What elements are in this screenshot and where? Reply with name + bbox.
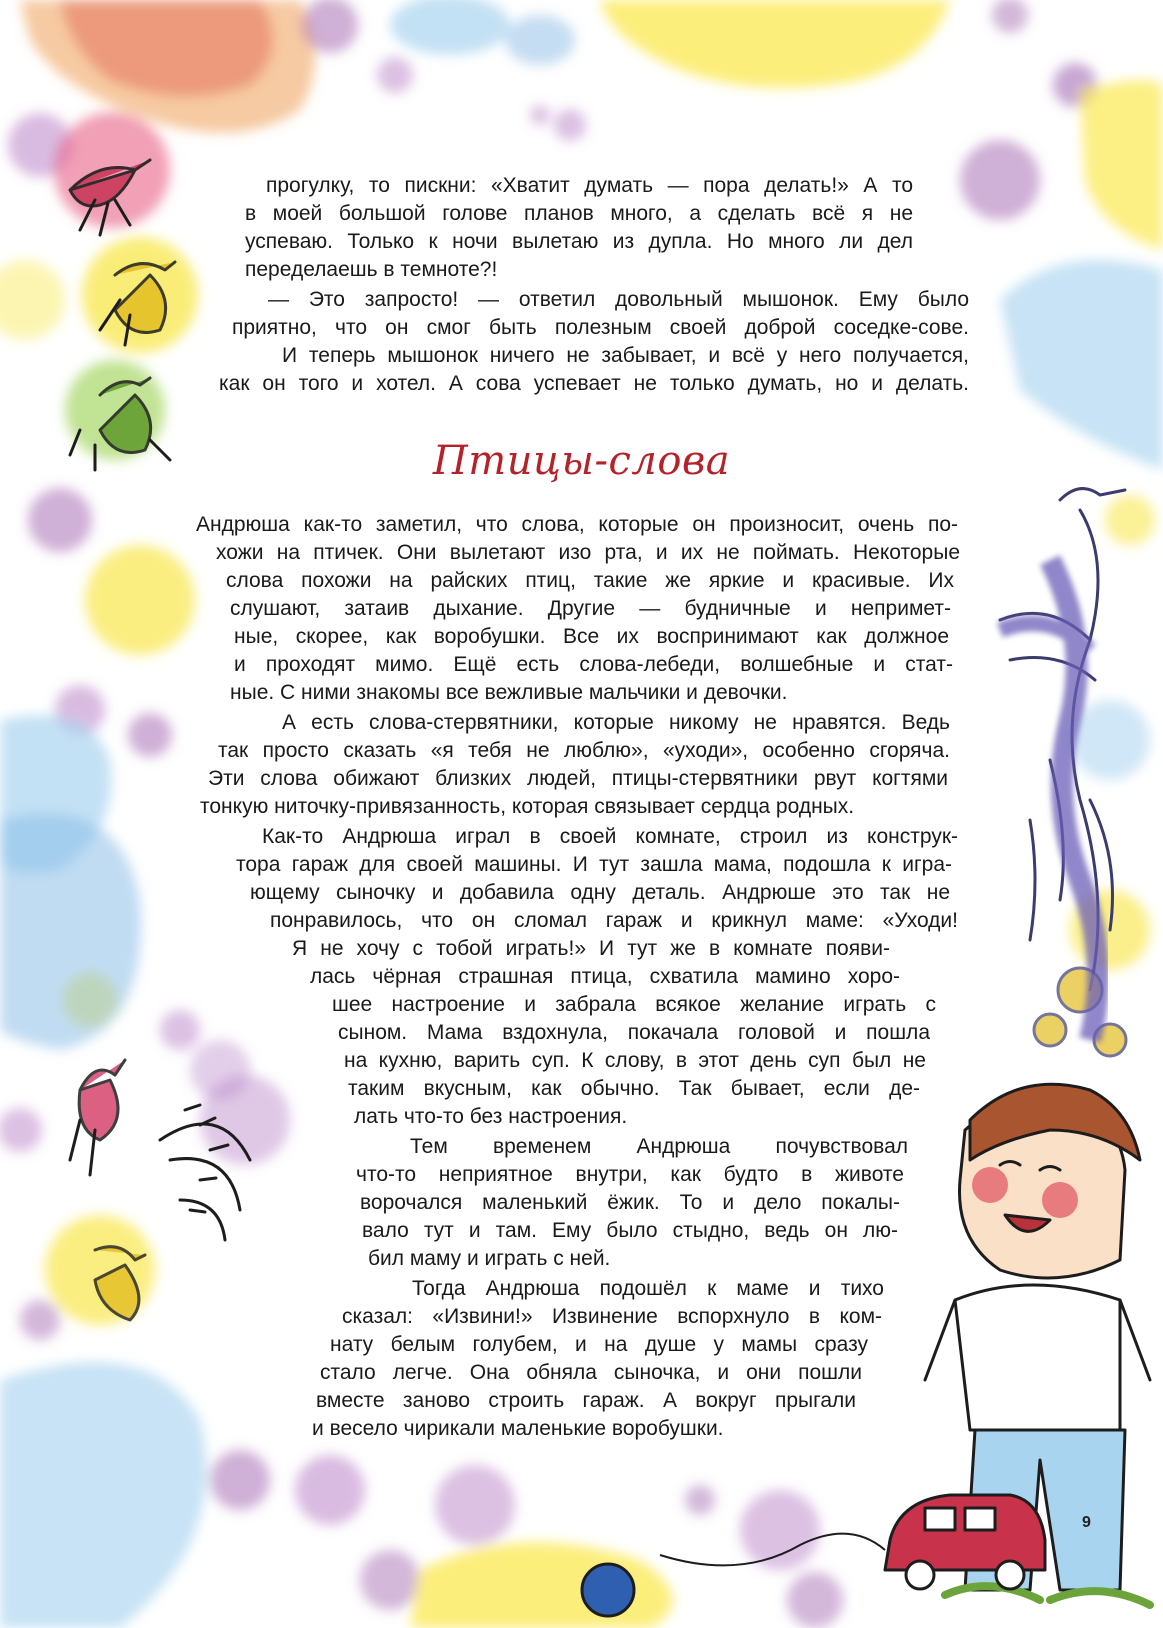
text-line: Тем временем Андрюша почувствовал bbox=[410, 1135, 908, 1158]
text-line: Андрюша как-то заметил, что слова, которые он произносит, очень по- bbox=[196, 513, 958, 536]
text-line: как он того и хотел. А сова успевает не только думать, но и делать. bbox=[219, 372, 969, 395]
text-line: ющему сыночку и добавила одну деталь. Андрюше это так не bbox=[250, 881, 950, 904]
text-line: сказал: «Извини!» Извинение вспорхнуло в ком- bbox=[342, 1305, 882, 1328]
text-line: вместе заново строить гараж. А вокруг прыгали bbox=[316, 1389, 856, 1412]
text-line: переделаешь в темноте?! bbox=[245, 258, 498, 281]
page-number: 9 bbox=[1082, 1514, 1091, 1531]
text-line: сыном. Мама вздохнула, покачала головой и пошла bbox=[338, 1021, 930, 1044]
text-line: Я не хочу с тобой играть!» И тут же в комнате появи- bbox=[292, 937, 890, 960]
text-line: на кухню, варить суп. К слову, в этот день суп был не bbox=[344, 1049, 926, 1072]
section-title: Птицы-слова bbox=[432, 438, 731, 484]
text-line: — Это запросто! — ответил довольный мышонок. Ему было bbox=[268, 288, 969, 311]
text-line: стало легче. Она обняла сыночка, и они пошли bbox=[320, 1361, 862, 1384]
text-line: и весело чирикали маленькие воробушки. bbox=[312, 1417, 724, 1440]
text-line: Тогда Андрюша подошёл к маме и тихо bbox=[412, 1277, 884, 1300]
text-line: и проходят мимо. Ещё есть слова-лебеди, волшебные и стат- bbox=[234, 653, 953, 676]
text-line: И теперь мышонок ничего не забывает, и всё у него получается, bbox=[282, 344, 969, 367]
text-line: прогулку, то пискни: «Хватит думать — пора делать!» А то bbox=[266, 174, 913, 197]
text-line: так просто сказать «я тебя не люблю», «уходи», особенно сгоряча. bbox=[218, 739, 950, 762]
text-line: нату белым голубем, и на душе у мамы сразу bbox=[330, 1333, 868, 1356]
text-line: успеваю. Только к ночи вылетаю из дупла. Но много ли дел bbox=[245, 230, 913, 253]
text-line: лать что-то без настроения. bbox=[354, 1105, 628, 1128]
text-line: тора гараж для своей машины. И тут зашла мама, подошла к игра- bbox=[236, 853, 952, 876]
text-line: А есть слова-стервятники, которые никому не нравятся. Ведь bbox=[282, 711, 950, 734]
text-line: Как-то Андрюша играл в своей комнате, строил из конструк- bbox=[262, 825, 958, 848]
text-line: ворочался маленький ёжик. То и дело покалы- bbox=[360, 1191, 900, 1214]
text-line: лась чёрная страшная птица, схватила мамино хоро- bbox=[310, 965, 900, 988]
text-line: ные. С ними знакомы все вежливые мальчики и девочки. bbox=[230, 681, 788, 704]
text-line: бил маму и играть с ней. bbox=[368, 1247, 611, 1270]
text-line: приятно, что он смог быть полезным своей доброй соседке-сове. bbox=[232, 316, 969, 339]
text-line: что-то неприятное внутри, как будто в животе bbox=[356, 1163, 904, 1186]
text-line: понравилось, что он сломал гараж и крикнул маме: «Уходи! bbox=[270, 909, 958, 932]
text-line: в моей большой голове планов много, а сделать всё я не bbox=[245, 202, 913, 225]
text-line: хожи на птичек. Они вылетают изо рта, и их не поймать. Некоторые bbox=[216, 541, 960, 564]
text-line: тонкую ниточку-привязанность, которая связывает сердца родных. bbox=[200, 795, 855, 818]
text-line: слова похожи на райских птиц, такие же яркие и красивые. Их bbox=[226, 569, 954, 592]
text-line: Эти слова обижают близких людей, птицы-стервятники рвут когтями bbox=[208, 767, 948, 790]
text-line: ные, скорее, как воробушки. Все их воспринимают как должное bbox=[234, 625, 949, 648]
text-line: вало тут и там. Ему было стыдно, ведь он лю- bbox=[362, 1219, 898, 1242]
text-line: таким вкусным, как обычно. Так бывает, если де- bbox=[348, 1077, 920, 1100]
text-line: слушают, затаив дыхание. Другие — будничные и непримет- bbox=[230, 597, 951, 620]
text-line: шее настроение и забрала всякое желание играть с bbox=[332, 993, 936, 1016]
